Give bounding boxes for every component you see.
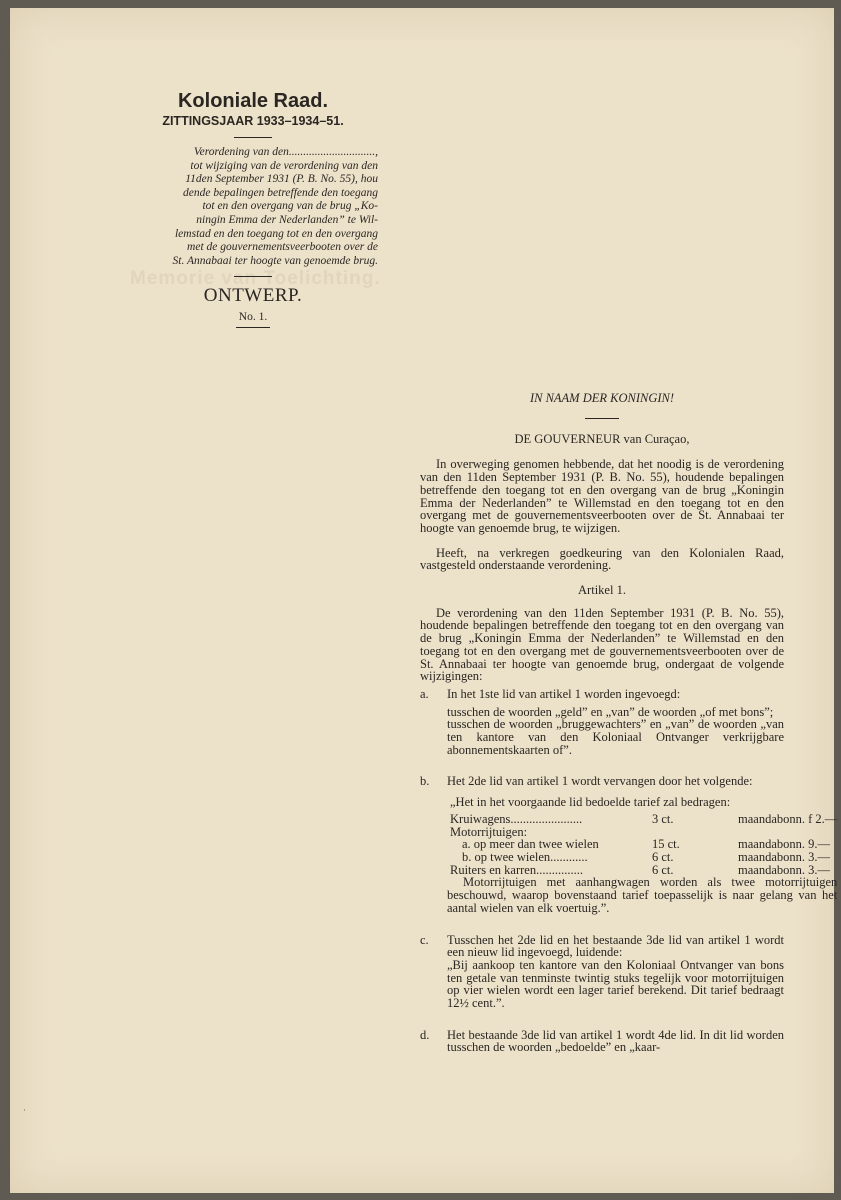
- article-heading: Artikel 1.: [578, 583, 626, 598]
- amendment-item: b. Het 2de lid van artikel 1 wordt vervangen door het volgende: „Het in het voorgaande lid bedoelde tarief zal bedragen: Kruiwagens....................... 3 ct. maandabonn. f 2.— Motorrijtuigen: a. op meer dan twee wielen 15 ct. maandabonn. 9.— b. op twee wielen............ 6 ct. maandabonn. 3.— Ruiters en karren............... 6 ct. maandabonn. 3.— Motorrijtuigen met aanhangwagen worden als twee motorrijtuigen beschouwd, waarop bovenstaand tarief toepasselijk is naar gelang van het aantal wielen van elk voertuig.”.: [420, 774, 838, 915]
- left-header-column: [128, 90, 378, 336]
- divider: [585, 418, 619, 419]
- bleed-through-text: Memorie van Toelichting.: [130, 268, 381, 289]
- divider: [236, 327, 270, 328]
- preamble-paragraph: In overweging genomen hebbende, dat het noodig is de verordening van den 11den September 1931 (P. B. No. 55), houdende bepalingen betreffende den toegang tot en den overgang van de brug „Koningin Emma der Nederlanden” te Willemstad en den toegang tot en den overgang met de gouvernementsveerbooten over de St. Annabaai ter hoogte van genoemde brug, te wijzigen.: [420, 457, 784, 535]
- ordinance-body: [420, 388, 838, 1055]
- amendment-item: c. Tusschen het 2de lid en het bestaande 3de lid van artikel 1 wordt een nieuw lid ingevoegd, luidende: „Bij aankoop ten kantore van den Koloniaal Ontvanger van bons ten getale van tenminste twintig stuks tegelijk voor motorrijtuigen op vier wielen wordt een lager tarief berekend. Dit tarief bedraagt 12½ cent.”.: [420, 932, 784, 1011]
- draft-label: ONTWERP.: [203, 285, 303, 307]
- tariff-table: Kruiwagens....................... 3 ct. maandabonn. f 2.— Motorrijtuigen: a. op meer dan twee wielen 15 ct. maandabonn. 9.— b. op twee wielen............ 6 ct. maandabonn. 3.— Ruiters en karren............... 6 ct. maandabonn. 3.—: [450, 811, 838, 877]
- ordinance-description: Verordening van den.............................., tot wijziging van de verordening van den 11den September 1931 (P. B. No. 55), hou dende bepalingen betreffende den toegang tot en den overgang van de brug „Ko- ningin Emma der Nederlanden” te Wil- lemstad en den toegang tot en den overgang met de gouvernementsveerbooten over de St. Annabaai ter hoogte van genoemde brug.: [172, 146, 378, 267]
- governor-line: DE GOUVERNEUR van Curaçao,: [514, 431, 690, 446]
- document-page: [10, 8, 838, 1193]
- draft-number: No. 1.: [238, 311, 268, 324]
- royal-heading: IN NAAM DER KONINGIN!: [529, 391, 675, 405]
- council-title: Koloniale Raad.: [177, 90, 329, 112]
- divider: [234, 276, 272, 277]
- article-intro: De verordening van den 11den September 1931 (P. B. No. 55), houdende bepalingen betreffende den toegang tot en den overgang van de brug „Koningin Emma der Nederlanden” te Willemstad en den toegang tot en den overgang met de gouvernementsveerbooten over de St. Annabaai ter hoogte van genoemde brug, ondergaat de volgende wijzigingen:: [420, 605, 784, 684]
- divider: [234, 137, 272, 138]
- session-year: ZITTINGSJAAR 1933–1934–51.: [162, 114, 344, 128]
- enactment-paragraph: Heeft, na verkregen goedkeuring van den Kolonialen Raad, vastgesteld onderstaande verordening.: [420, 545, 784, 573]
- amendment-item: d. Het bestaande 3de lid van artikel 1 wordt 4de lid. In dit lid worden tusschen de woorden „bedoelde” en „kaar-: [420, 1027, 784, 1055]
- amendment-item: a. In het 1ste lid van artikel 1 worden ingevoegd: tusschen de woorden „geld” en „van” de woorden „of met bons”; tusschen de woorden „bruggewachters” en „van” de woorden „van ten kantore van den Koloniaal Ontvanger verkrijgbare abonnementskaarten of”.: [420, 686, 784, 757]
- page-mark: ·: [23, 1105, 26, 1115]
